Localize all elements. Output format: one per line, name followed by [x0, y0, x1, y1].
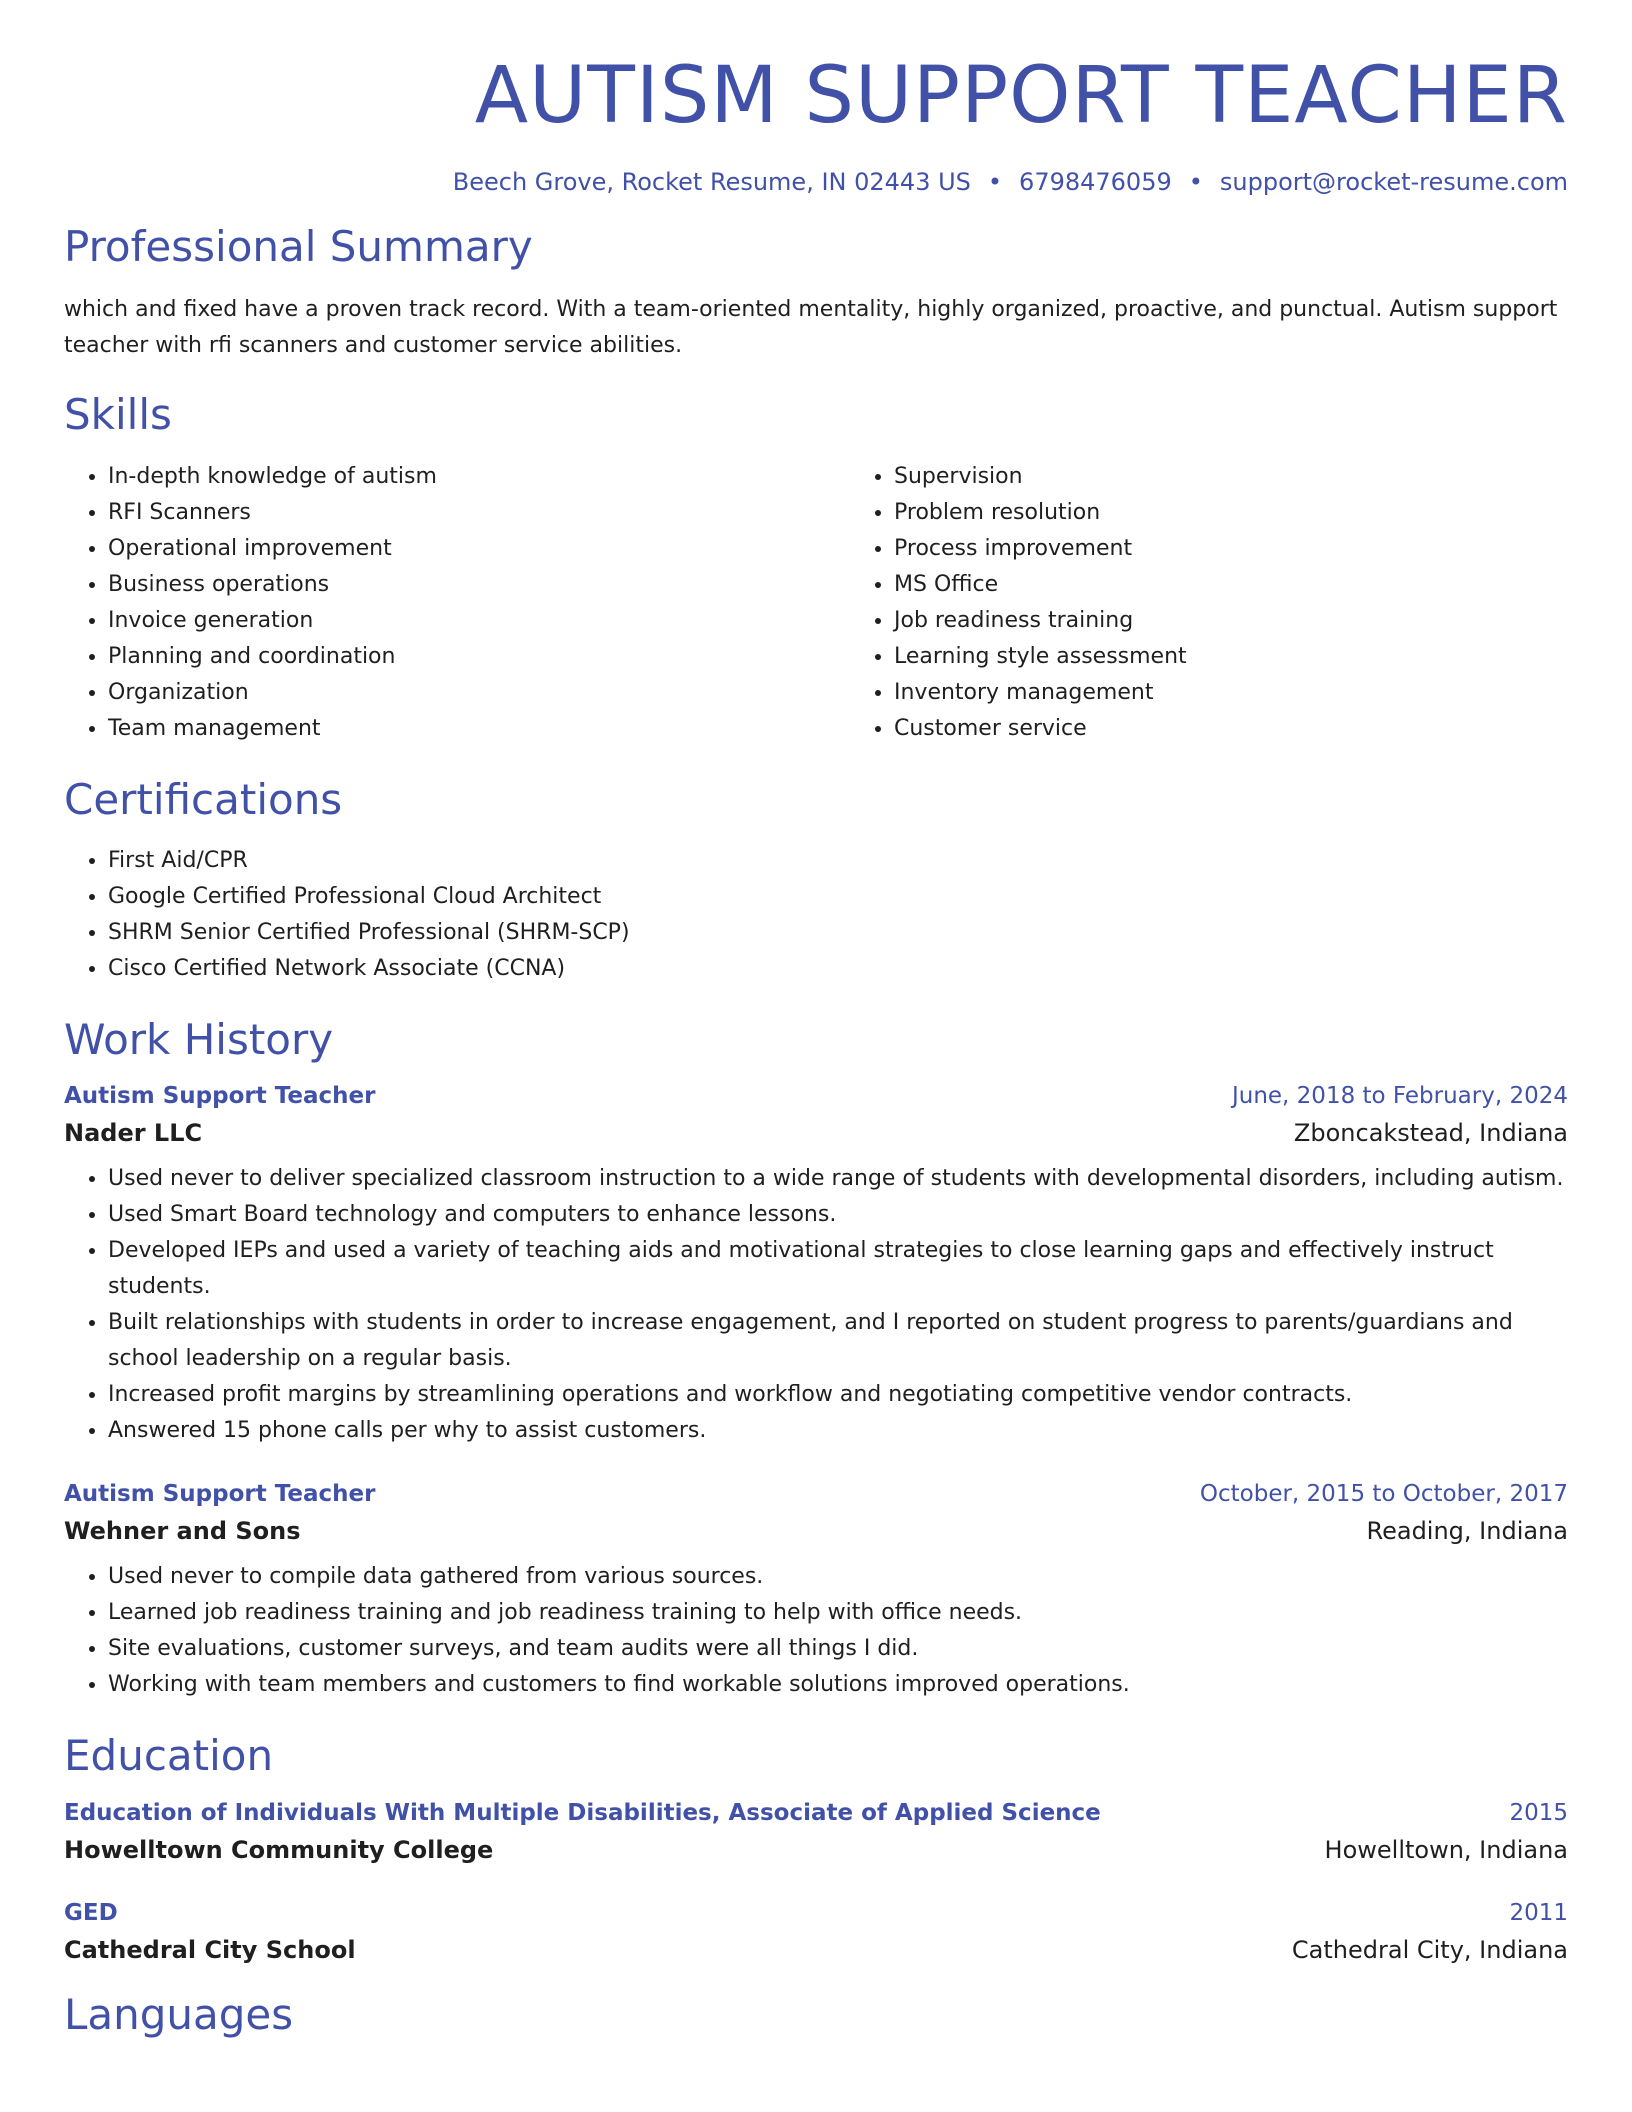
job-subheader — [64, 1517, 1568, 1545]
education-year: 2015 — [1509, 1799, 1568, 1826]
certification-item: • First Aid/CPR — [108, 843, 1568, 879]
skill-item: • MS Office — [894, 567, 1632, 603]
job-bullets — [64, 1559, 1568, 1703]
section-title-skills: Skills — [64, 390, 172, 440]
education-year: 2011 — [1509, 1899, 1568, 1926]
skill-item: • Business operations — [108, 567, 850, 603]
skill-item: • Process improvement — [894, 531, 1632, 567]
education-subheader — [64, 1836, 1568, 1864]
skill-item: • Supervision — [894, 459, 1632, 495]
job-location: Reading, Indiana — [1366, 1517, 1568, 1546]
education-school: Cathedral City School — [64, 1935, 356, 1964]
skills-list-right — [850, 459, 1632, 747]
job-title: Autism Support Teacher — [64, 1083, 376, 1110]
job-company: Nader LLC — [64, 1119, 203, 1148]
education-entry — [64, 1900, 1568, 1964]
certifications-list — [64, 843, 1568, 987]
certification-item: • Google Certified Professional Cloud Architect — [108, 879, 1568, 915]
job-entry — [64, 1083, 1568, 1449]
skill-item: • Learning style assessment — [894, 639, 1632, 675]
education-header — [64, 1900, 1568, 1926]
education-school: Howelltown Community College — [64, 1835, 494, 1864]
job-entry — [64, 1481, 1568, 1703]
skill-item: • Invoice generation — [108, 603, 850, 639]
job-dates: June, 2018 to February, 2024 — [1231, 1083, 1568, 1110]
section-title-summary: Professional Summary — [64, 221, 533, 271]
job-bullets — [64, 1161, 1568, 1449]
contact-phone: 6798476059 — [1019, 167, 1172, 196]
skill-item: • Job readiness training — [894, 603, 1632, 639]
job-bullet: • Learned job readiness training and job readiness training to help with office needs. — [108, 1595, 1568, 1631]
skills-columns — [64, 459, 1568, 747]
job-bullet: • Answered 15 phone calls per why to assist customers. — [108, 1413, 1568, 1449]
job-bullet: • Used never to compile data gathered from various sources. — [108, 1559, 1568, 1595]
section-title-education: Education — [64, 1731, 274, 1781]
education-location: Cathedral City, Indiana — [1291, 1935, 1568, 1964]
skill-item: • Planning and coordination — [108, 639, 850, 675]
job-bullet: • Increased profit margins by streamlining operations and workflow and negotiating competitive vendor contracts. — [108, 1377, 1568, 1413]
skill-item: • Problem resolution — [894, 495, 1632, 531]
candidate-name: AUTISM SUPPORT TEACHER — [474, 51, 1568, 141]
job-subheader — [64, 1119, 1568, 1147]
skill-item: • Customer service — [894, 711, 1632, 747]
certification-item: • SHRM Senior Certified Professional (SHRM-SCP) — [108, 915, 1568, 951]
contact-email[interactable]: support@rocket-resume.com — [1219, 167, 1568, 196]
contact-line — [64, 168, 1568, 196]
job-company: Wehner and Sons — [64, 1517, 301, 1546]
skill-item: • Operational improvement — [108, 531, 850, 567]
skill-item: • Inventory management — [894, 675, 1632, 711]
education-header — [64, 1800, 1568, 1826]
job-bullet: • Used never to deliver specialized classroom instruction to a wide range of students with developmental disorders, including autism. — [108, 1161, 1568, 1197]
section-title-certifications: Certifications — [64, 774, 343, 824]
section-title-work-history: Work History — [64, 1014, 334, 1064]
job-header — [64, 1083, 1568, 1109]
education-degree: Education of Individuals With Multiple Disabilities, Associate of Applied Science — [64, 1799, 1101, 1826]
skill-item: • Organization — [108, 675, 850, 711]
job-bullet: • Site evaluations, customer surveys, and team audits were all things I did. — [108, 1631, 1568, 1667]
job-dates: October, 2015 to October, 2017 — [1199, 1481, 1568, 1508]
skill-item: • Team management — [108, 711, 850, 747]
certification-item: • Cisco Certified Network Associate (CCNA) — [108, 951, 1568, 987]
education-location: Howelltown, Indiana — [1324, 1835, 1568, 1864]
job-location: Zboncakstead, Indiana — [1293, 1119, 1568, 1148]
skills-list-left — [64, 459, 850, 747]
education-subheader — [64, 1936, 1568, 1964]
job-bullet: • Built relationships with students in order to increase engagement, and I reported on student progress to parents/guardians and school leadership on a regular basis. — [108, 1305, 1568, 1377]
separator-dot: • — [1188, 167, 1203, 196]
job-bullet: • Developed IEPs and used a variety of teaching aids and motivational strategies to close learning gaps and effectively instruct students. — [108, 1233, 1568, 1305]
education-degree: GED — [64, 1899, 118, 1926]
skill-item: • RFI Scanners — [108, 495, 850, 531]
skill-item: • In-depth knowledge of autism — [108, 459, 850, 495]
job-bullet: • Working with team members and customers to find workable solutions improved operations. — [108, 1667, 1568, 1703]
section-title-languages: Languages — [64, 1989, 294, 2039]
education-entry — [64, 1800, 1568, 1864]
job-title: Autism Support Teacher — [64, 1481, 376, 1508]
contact-address: Beech Grove, Rocket Resume, IN 02443 US — [452, 167, 971, 196]
job-header — [64, 1481, 1568, 1507]
separator-dot: • — [987, 167, 1003, 196]
job-bullet: • Used Smart Board technology and computers to enhance lessons. — [108, 1197, 1568, 1233]
summary-text: which and fixed have a proven track record. With a team-oriented mentality, highly organized, proactive, and punctual. Autism support teacher with rfi scanners and customer service abilities. — [64, 297, 1558, 359]
